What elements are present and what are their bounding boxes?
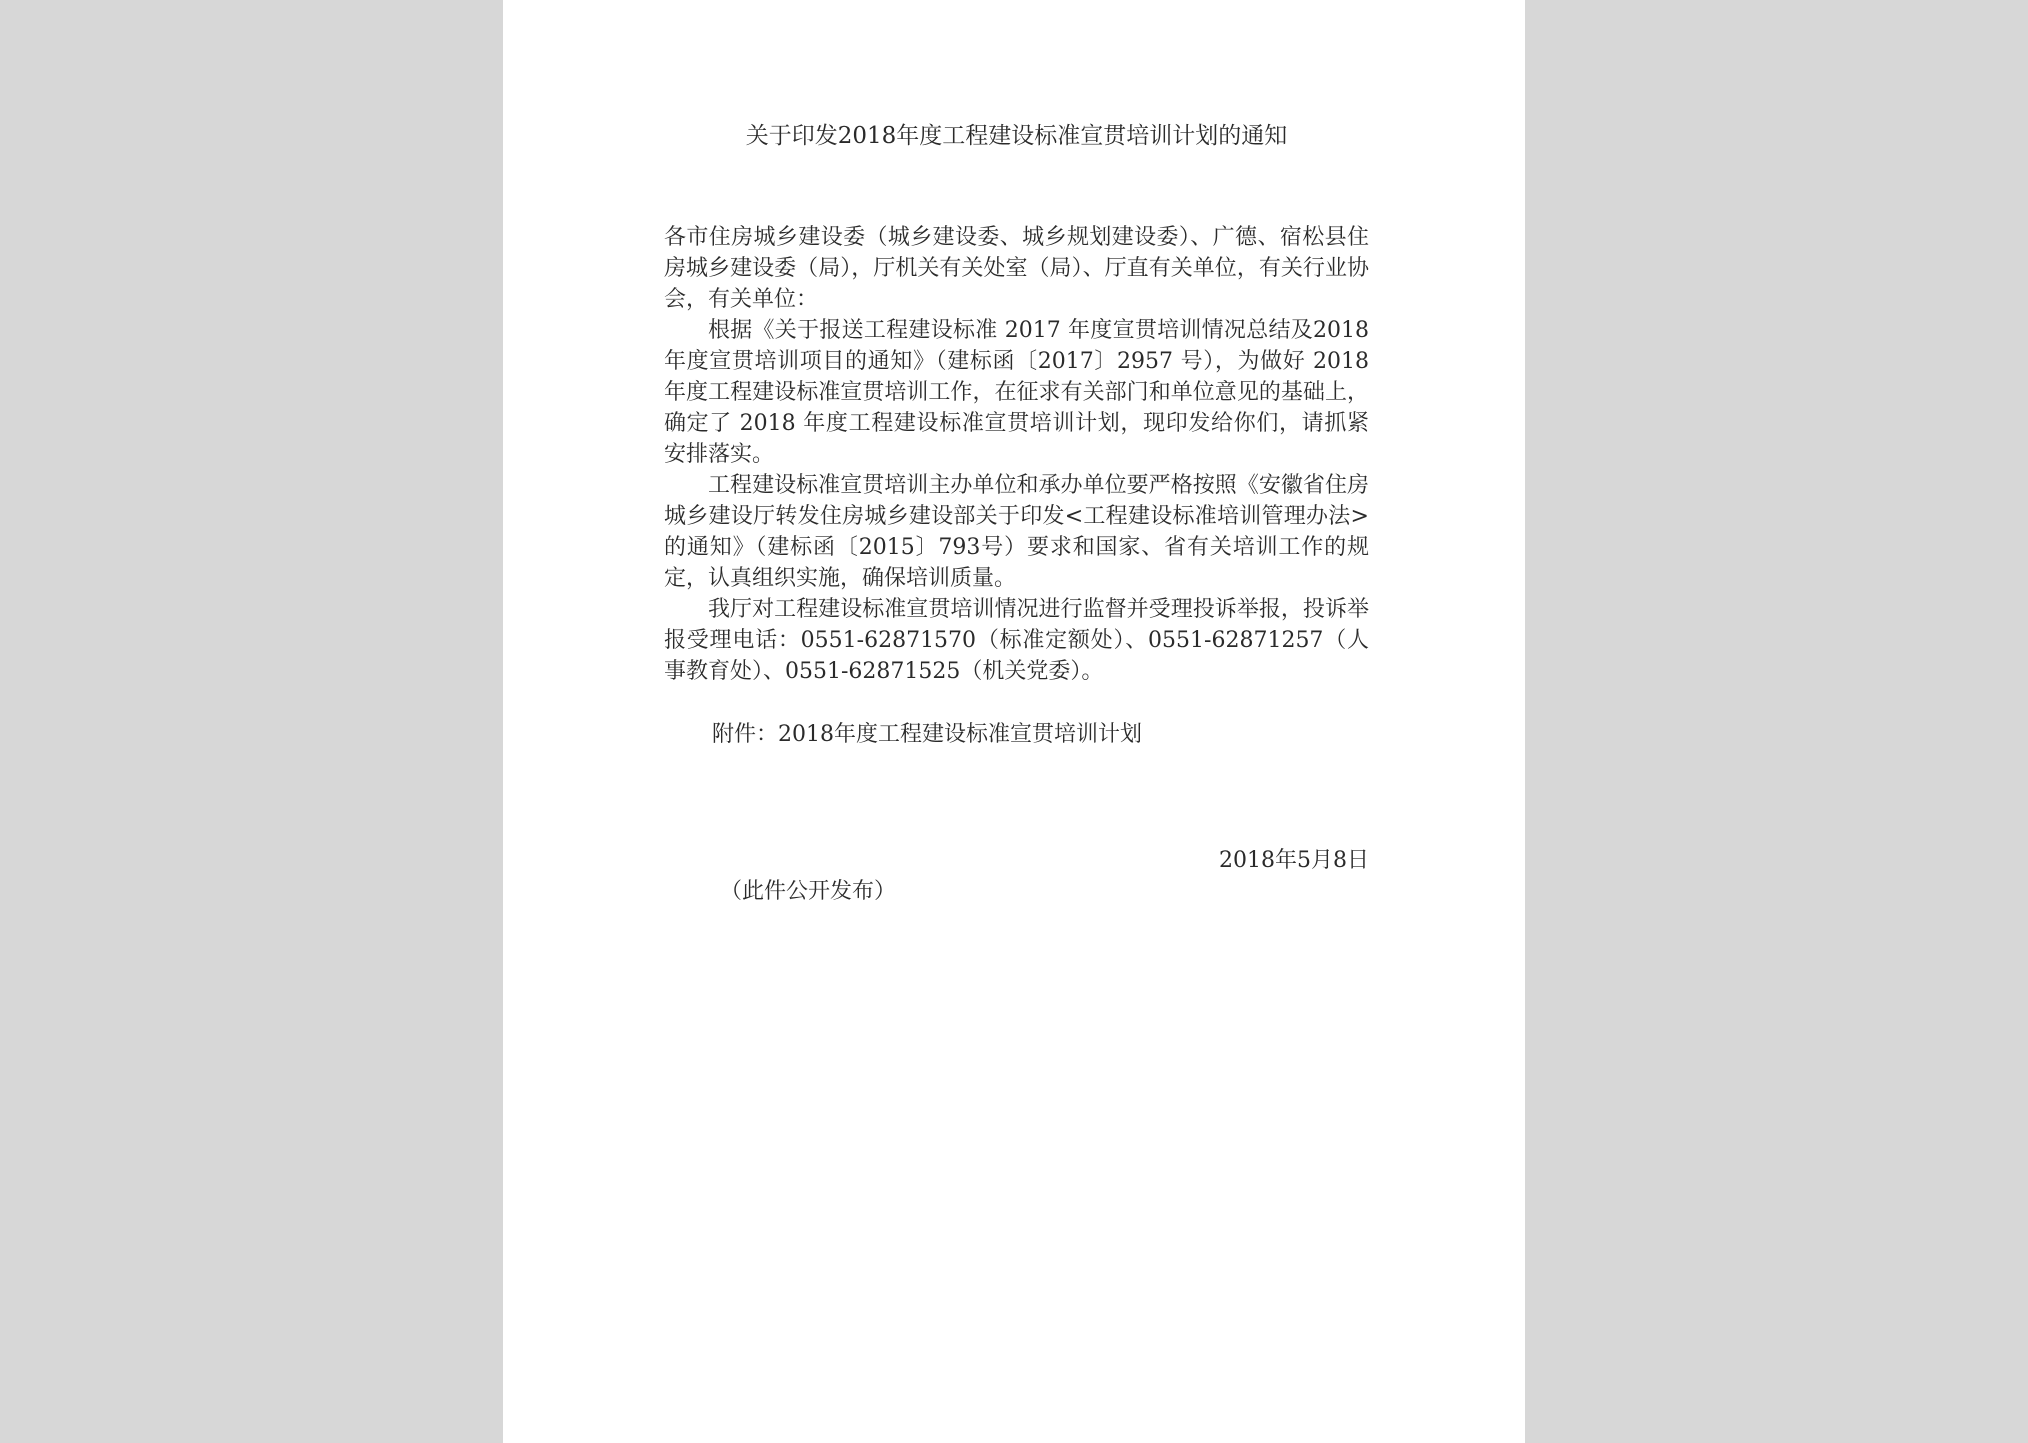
paragraph-requirements: 工程建设标准宣贯培训主办单位和承办单位要严格按照《安徽省住房城乡建设厅转发住房城乡建设部关于印发<工程建设标准培训管理办法>的通知》（建标函〔2015〕793号）要求和国家、省有关培训工作的规定，认真组织实施，确保培训质量。 bbox=[664, 473, 1369, 591]
public-release-note: （此件公开发布） bbox=[720, 879, 897, 904]
attachment-line: 附件：2018年度工程建设标准宣贯培训计划 bbox=[712, 722, 1142, 747]
issue-date: 2018年5月8日 bbox=[1219, 848, 1369, 873]
document-page bbox=[503, 0, 1525, 1443]
paragraph-supervision: 我厅对工程建设标准宣贯培训情况进行监督并受理投诉举报，投诉举报受理电话：0551-62871570（标准定额处）、0551-62871257（人事教育处）、0551-62871525（机关党委）。 bbox=[664, 597, 1369, 684]
paragraph-basis: 根据《关于报送工程建设标准 2017 年度宣贯培训情况总结及2018 年度宣贯培训项目的通知》（建标函〔2017〕2957 号），为做好 2018 年度工程建设标准宣贯培训工作，在征求有关部门和单位意见的基础上，确定了 2018 年度工程建设标准宣贯培训计划，现印发给你们，请抓紧安排落实。 bbox=[664, 318, 1369, 467]
document-title: 关于印发2018年度工程建设标准宣贯培训计划的通知 bbox=[745, 123, 1288, 149]
salutation: 各市住房城乡建设委（城乡建设委、城乡规划建设委）、广德、宿松县住房城乡建设委（局），厅机关有关处室（局）、厅直有关单位，有关行业协会，有关单位： bbox=[664, 225, 1369, 312]
document-body bbox=[664, 222, 1369, 687]
